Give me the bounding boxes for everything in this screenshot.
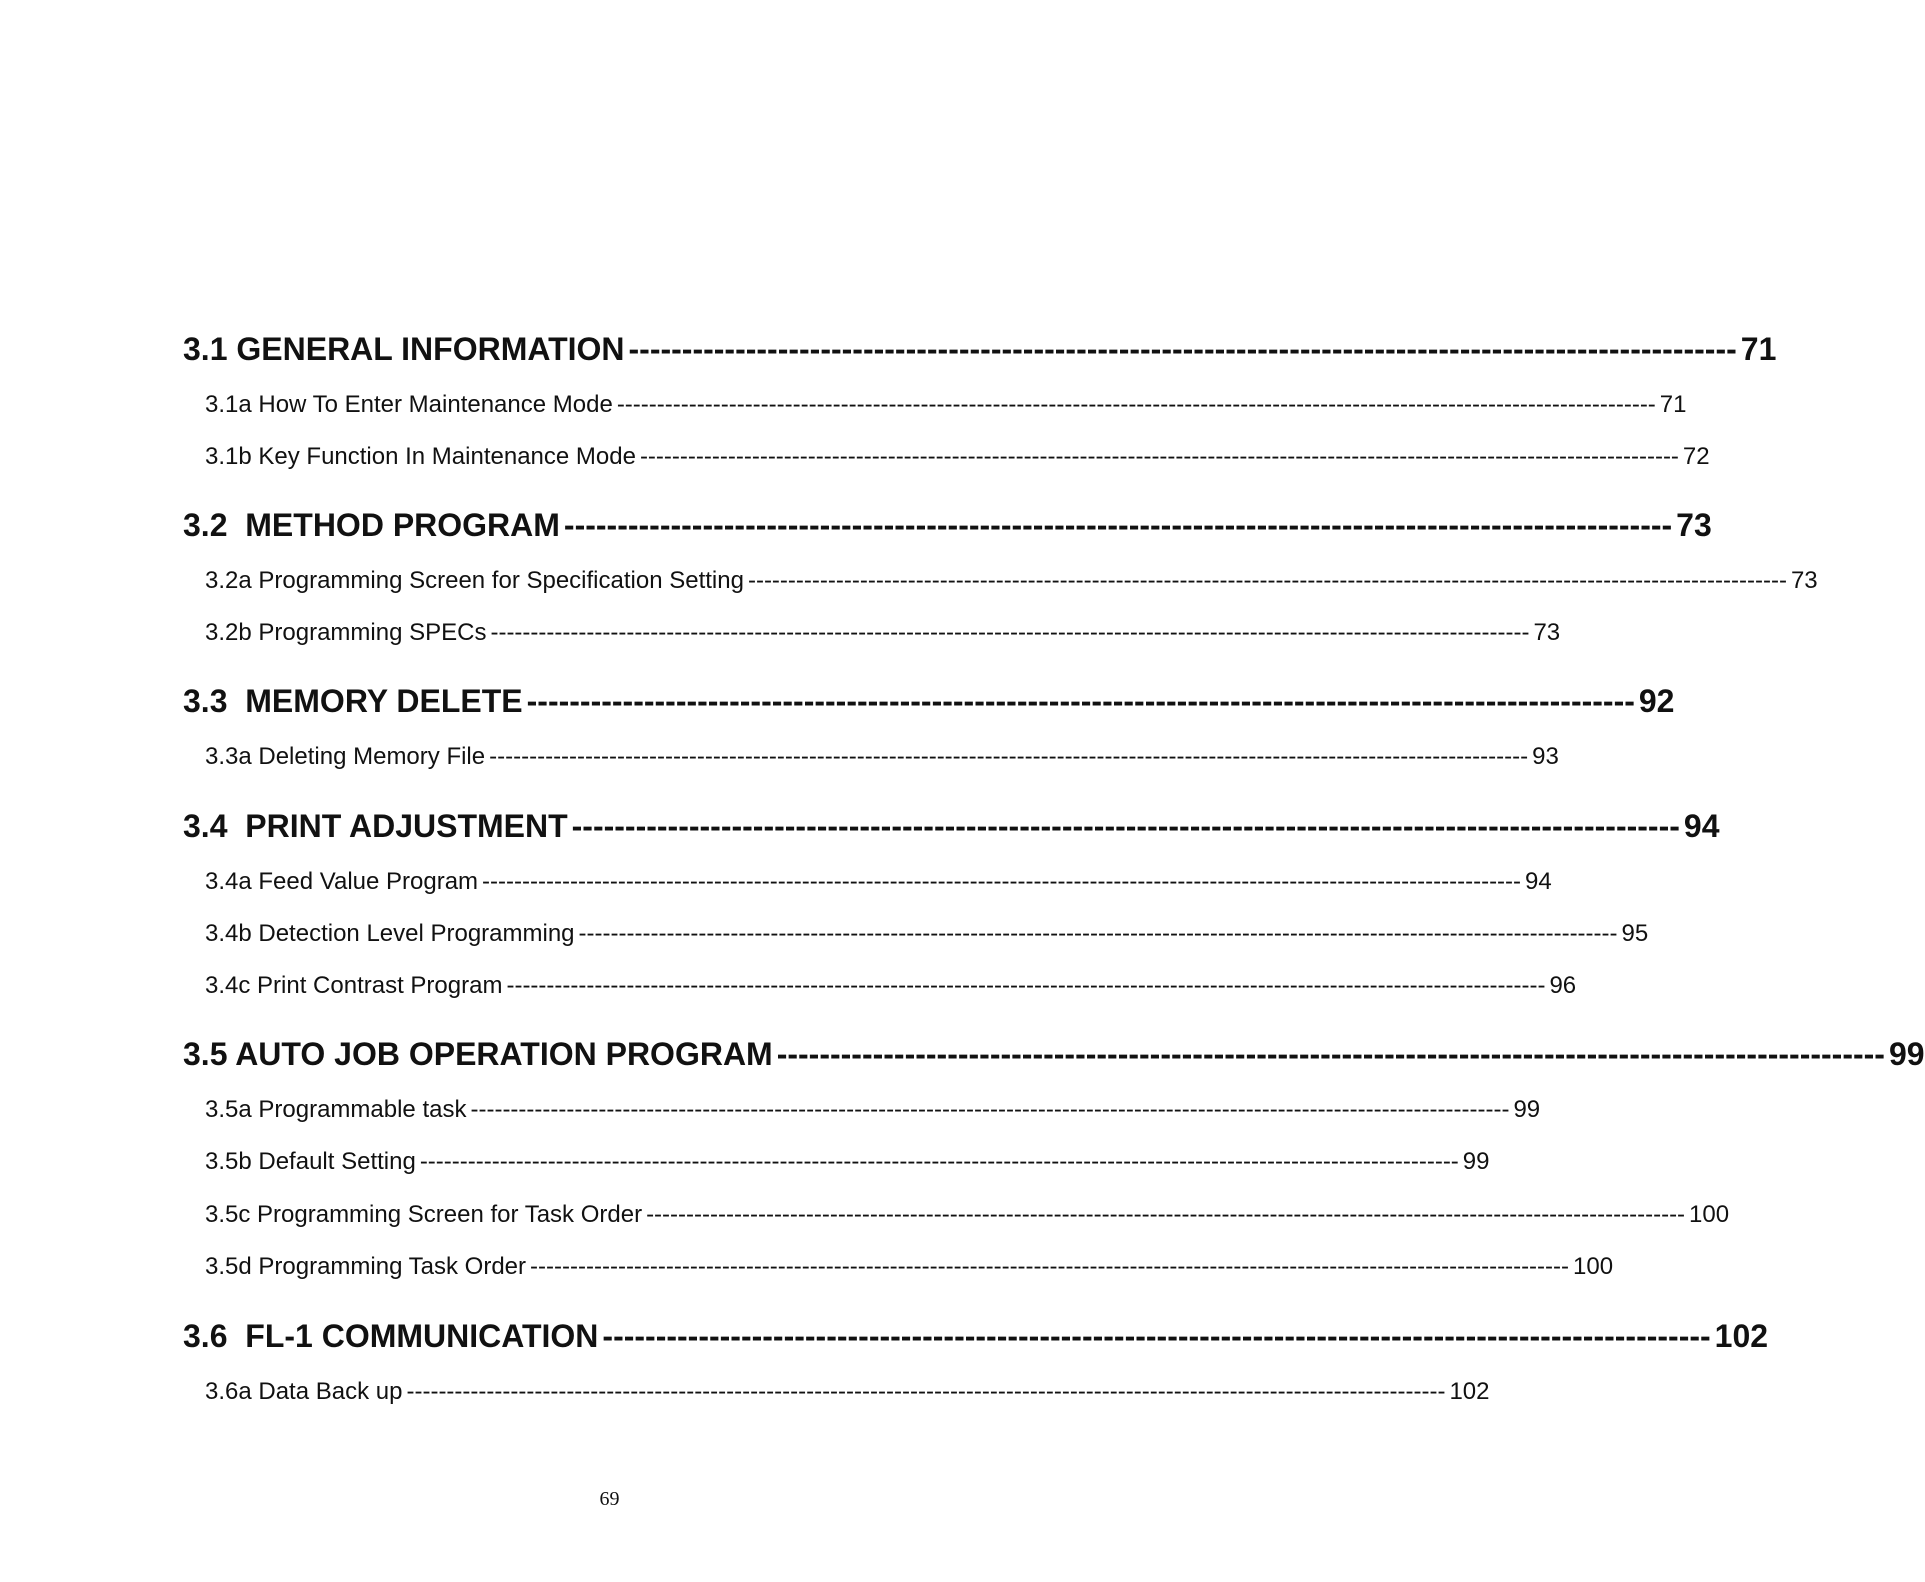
- toc-subsection-3-4b[interactable]: [205, 918, 1649, 950]
- toc-subsection-3-5c[interactable]: [205, 1199, 1730, 1231]
- toc-subsection-3-4a[interactable]: [205, 866, 1552, 898]
- toc-section-3-3[interactable]: [183, 681, 1675, 721]
- toc-subsection-title: 3.1a How To Enter Maintenance Mode: [205, 391, 613, 418]
- toc-page-number: 100: [1573, 1253, 1614, 1280]
- toc-page-number: 99: [1462, 1148, 1490, 1175]
- toc-page-number: 92: [1638, 683, 1675, 719]
- dot-leader: ----------------------------------------------------------------------------------------------------------------------------------: [406, 1378, 1446, 1405]
- toc-subsection-title: 3.5c Programming Screen for Task Order: [205, 1201, 643, 1228]
- toc-subsection-3-1a[interactable]: [205, 389, 1687, 421]
- dot-leader: ----------------------------------------------------------------------------------------------------------------------------------: [489, 743, 1529, 770]
- toc-subsection-title: 3.5a Programmable task: [205, 1096, 467, 1123]
- toc-subsection-title: 3.5b Default Setting: [205, 1148, 416, 1175]
- dot-leader: --------------------------------------------------------------------------------------------------------: [571, 808, 1680, 844]
- toc-page-number: 102: [1449, 1378, 1490, 1405]
- toc-subsection-title: 3.4b Detection Level Programming: [205, 920, 575, 947]
- toc-page-number: 94: [1683, 808, 1720, 844]
- dot-leader: ----------------------------------------------------------------------------------------------------------------------------------: [747, 567, 1787, 594]
- toc-section-title: 3.3 MEMORY DELETE: [183, 683, 523, 719]
- page-footer-number: 69: [599, 1488, 620, 1510]
- dot-leader: ----------------------------------------------------------------------------------------------------------------------------------: [482, 868, 1522, 895]
- toc-page-number: 99: [1888, 1036, 1925, 1072]
- toc-page-number: 100: [1689, 1201, 1730, 1228]
- toc-section-title: 3.6 FL-1 COMMUNICATION: [183, 1318, 599, 1354]
- toc-subsection-title: 3.2a Programming Screen for Specification Setting: [205, 567, 744, 594]
- dot-leader: --------------------------------------------------------------------------------------------------------: [526, 683, 1635, 719]
- toc-subsection-title: 3.6a Data Back up: [205, 1378, 403, 1405]
- dot-leader: ----------------------------------------------------------------------------------------------------------------------------------: [639, 443, 1679, 470]
- toc-subsection-title: 3.2b Programming SPECs: [205, 619, 487, 646]
- toc-section-3-4[interactable]: [183, 806, 1720, 846]
- toc-subsection-3-5b[interactable]: [205, 1146, 1490, 1178]
- toc-page-number: 72: [1682, 443, 1710, 470]
- dot-leader: ----------------------------------------------------------------------------------------------------------------------------------: [506, 972, 1546, 999]
- dot-leader: --------------------------------------------------------------------------------------------------------: [563, 507, 1673, 543]
- toc-section-3-5[interactable]: [183, 1034, 1925, 1074]
- toc-subsection-title: 3.4c Print Contrast Program: [205, 972, 503, 999]
- toc-subsection-title: 3.5d Programming Task Order: [205, 1253, 527, 1280]
- toc-subsection-3-2b[interactable]: [205, 617, 1561, 649]
- toc-page-number: 71: [1659, 391, 1687, 418]
- dot-leader: ----------------------------------------------------------------------------------------------------------------------------------: [646, 1201, 1686, 1228]
- toc-page-number: 99: [1513, 1096, 1541, 1123]
- toc-page-number: 71: [1740, 331, 1777, 367]
- toc-subsection-title: 3.1b Key Function In Maintenance Mode: [205, 443, 636, 470]
- toc-subsection-title: 3.3a Deleting Memory File: [205, 743, 486, 770]
- toc-section-3-2[interactable]: [183, 505, 1712, 545]
- dot-leader: --------------------------------------------------------------------------------------------------------: [602, 1318, 1711, 1354]
- toc-page-number: 73: [1533, 619, 1561, 646]
- dot-leader: ----------------------------------------------------------------------------------------------------------------------------------: [419, 1148, 1459, 1175]
- toc-subsection-title: 3.4a Feed Value Program: [205, 868, 479, 895]
- dot-leader: ----------------------------------------------------------------------------------------------------------------------------------: [578, 920, 1618, 947]
- dot-leader: ----------------------------------------------------------------------------------------------------------------------------------: [470, 1096, 1510, 1123]
- toc-subsection-3-5a[interactable]: [205, 1094, 1541, 1126]
- toc-page-number: 102: [1714, 1318, 1769, 1354]
- toc-page-number: 93: [1532, 743, 1559, 770]
- toc-section-3-1[interactable]: [183, 329, 1777, 369]
- toc-section-title: 3.1 GENERAL INFORMATION: [183, 331, 625, 367]
- dot-leader: --------------------------------------------------------------------------------------------------------: [628, 331, 1737, 367]
- toc-subsection-3-3a[interactable]: [205, 741, 1559, 773]
- toc-subsection-3-1b[interactable]: [205, 441, 1710, 473]
- dot-leader: ----------------------------------------------------------------------------------------------------------------------------------: [530, 1253, 1570, 1280]
- toc-subsection-3-2a[interactable]: [205, 565, 1818, 597]
- dot-leader: ----------------------------------------------------------------------------------------------------------------------------------: [616, 391, 1656, 418]
- toc-page-number: 73: [1676, 507, 1712, 543]
- toc-page-number: 96: [1549, 972, 1577, 999]
- toc-subsection-3-6a[interactable]: [205, 1376, 1490, 1408]
- toc-section-title: 3.4 PRINT ADJUSTMENT: [183, 808, 568, 844]
- toc-page-number: 94: [1525, 868, 1552, 895]
- dot-leader: --------------------------------------------------------------------------------------------------------: [776, 1036, 1885, 1072]
- toc-page-number: 73: [1790, 567, 1818, 594]
- toc-page-number: 95: [1621, 920, 1649, 947]
- toc-subsection-3-5d[interactable]: [205, 1251, 1614, 1283]
- toc-subsection-3-4c[interactable]: [205, 970, 1577, 1002]
- dot-leader: ----------------------------------------------------------------------------------------------------------------------------------: [490, 619, 1530, 646]
- toc-section-title: 3.2 METHOD PROGRAM: [183, 507, 560, 543]
- toc-section-title: 3.5 AUTO JOB OPERATION PROGRAM: [183, 1036, 773, 1072]
- toc-section-3-6[interactable]: [183, 1316, 1769, 1356]
